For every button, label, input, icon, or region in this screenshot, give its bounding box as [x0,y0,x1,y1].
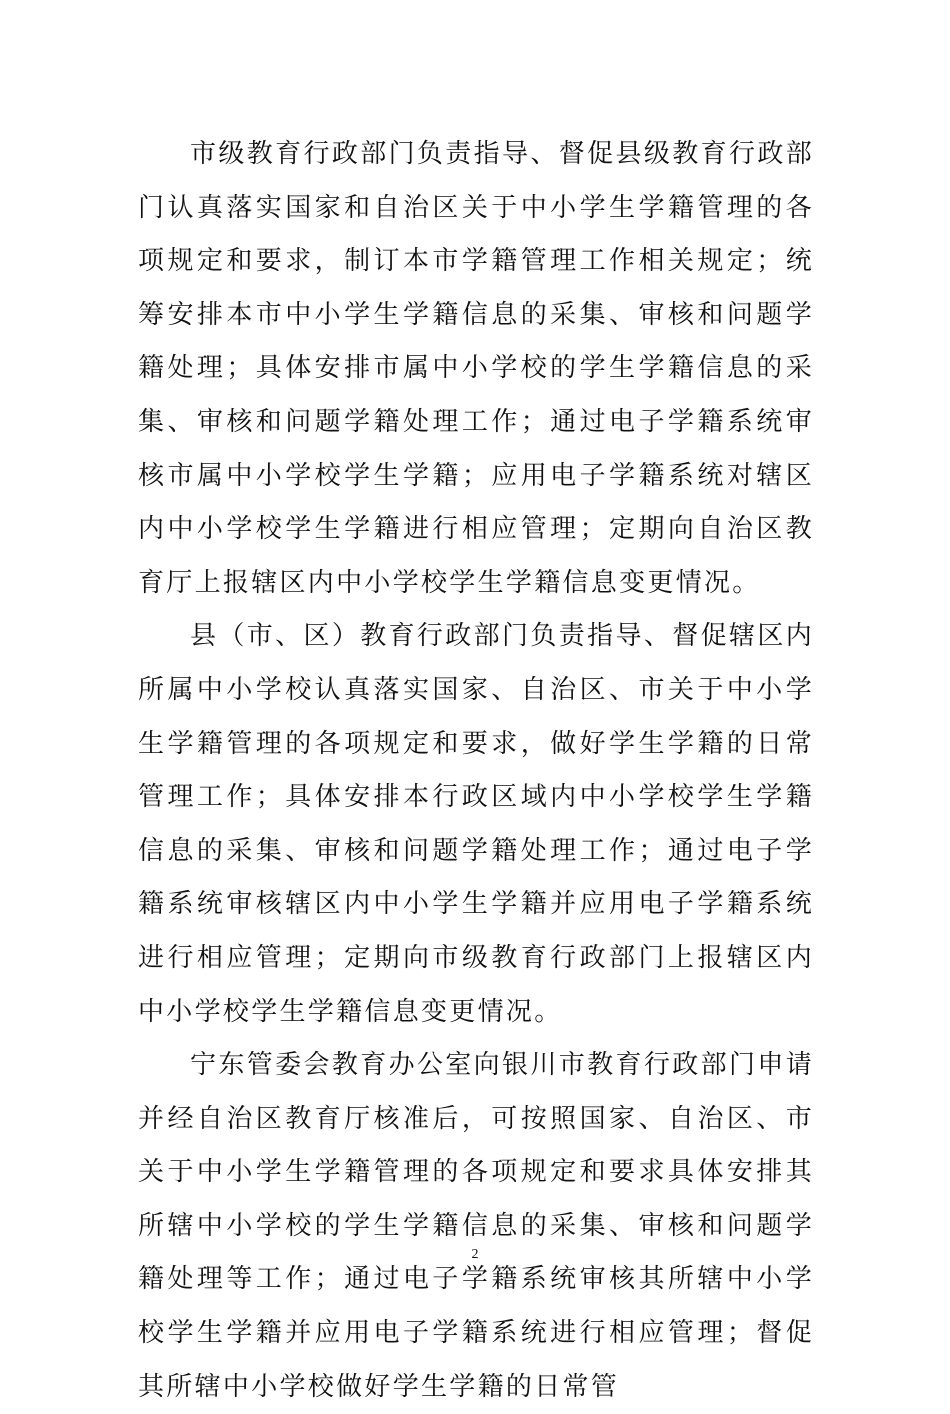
paragraph-municipal-education-dept: 市级教育行政部门负责指导、督促县级教育行政部门认真落实国家和自治区关于中小学生学籍管理的各项规定和要求，制订本市学籍管理工作相关规定；统筹安排本市中小学生学籍信息的采集、审核和问题学籍处理；具体安排市属中小学校的学生学籍信息的采集、审核和问题学籍处理工作；通过电子学籍系统审核市属中小学校学生学籍；应用电子学籍系统对辖区内中小学校学生学籍进行相应管理；定期向自治区教育厅上报辖区内中小学校学生学籍信息变更情况。 [138,139,814,598]
paragraph-county-education-dept: 县（市、区）教育行政部门负责指导、督促辖区内所属中小学校认真落实国家、自治区、市关于中小学生学籍管理的各项规定和要求，做好学生学籍的日常管理工作；具体安排本行政区域内中小学校学生学籍信息的采集、审核和问题学籍处理工作；通过电子学籍系统审核辖区内中小学生学籍并应用电子学籍系统进行相应管理；定期向市级教育行政部门上报辖区内中小学校学生学籍信息变更情况。 [138,621,814,1027]
page-number: 2 [471,1247,479,1262]
document-body [138,128,814,1414]
paragraph-ningdong-education-office: 宁东管委会教育办公室向银川市教育行政部门申请并经自治区教育厅核准后，可按照国家、自治区、市关于中小学生学籍管理的各项规定和要求具体安排其所辖中小学校的学生学籍信息的采集、审核和问题学籍处理等工作；通过电子学籍系统审核其所辖中小学校学生学籍并应用电子学籍系统进行相应管理；督促其所辖中小学校做好学生学籍的日常管 [138,1050,814,1402]
